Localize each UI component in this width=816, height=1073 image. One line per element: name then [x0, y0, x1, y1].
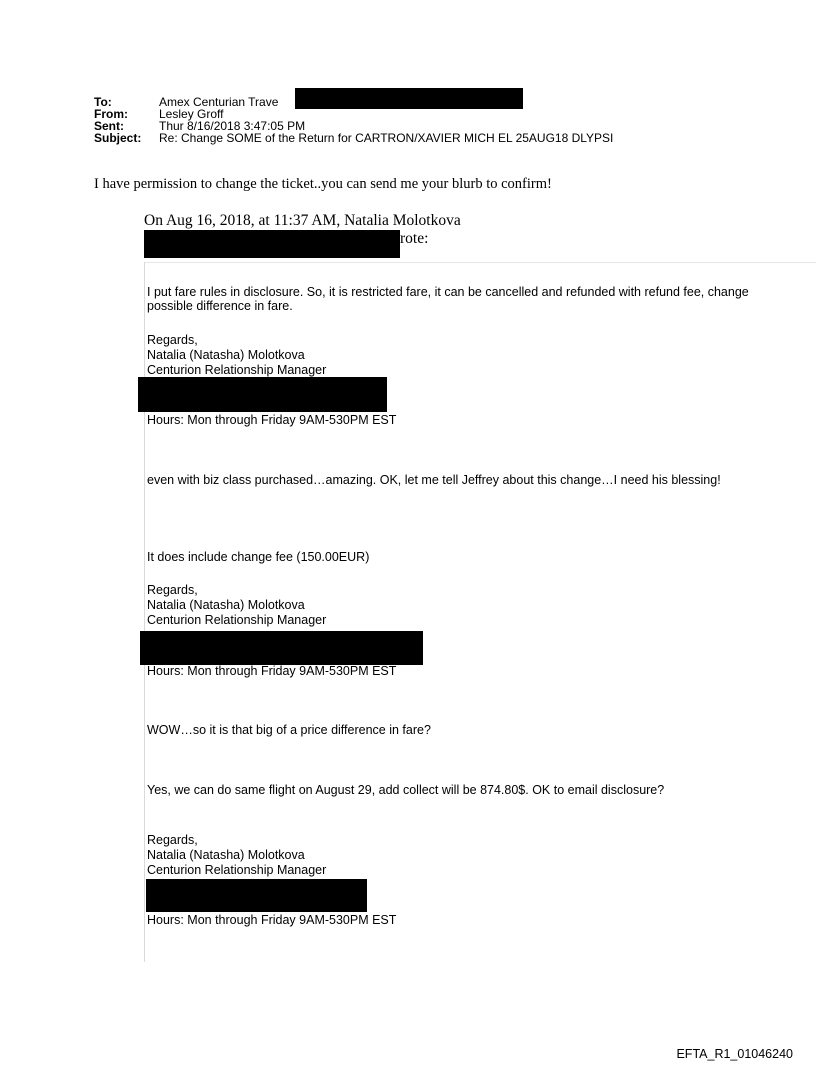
para1-line1: I put fare rules in disclosure. So, it is restricted fare, it can be cancelled and refunded with refund fee, change — [147, 285, 749, 299]
message-4: WOW…so it is that big of a price difference in fare? — [147, 723, 431, 737]
sig1-title: Centurion Relationship Manager — [147, 363, 327, 377]
reply-text: I have permission to change the ticket..you can send me your blurb to confirm! — [94, 176, 552, 192]
quote-intro: On Aug 16, 2018, at 11:37 AM, Natalia Molotkova — [144, 212, 461, 229]
redaction-sender-email — [144, 230, 400, 258]
sent-value: Thur 8/16/2018 3:47:05 PM — [159, 119, 306, 133]
sig3-hours: Hours: Mon through Friday 9AM-530PM EST — [147, 913, 397, 927]
redaction-sig1-contact — [138, 377, 387, 412]
quote-top-rule — [144, 262, 816, 263]
para1-line2: possible difference in fare. — [147, 299, 293, 313]
sig1-name: Natalia (Natasha) Molotkova — [147, 348, 305, 362]
from-label: From: — [94, 107, 128, 121]
sig2-title: Centurion Relationship Manager — [147, 613, 327, 627]
sig1-regards: Regards, — [147, 333, 198, 347]
sent-label: Sent: — [94, 119, 124, 133]
quote-wrote: rote: — [400, 230, 429, 247]
message-3: It does include change fee (150.00EUR) — [147, 550, 370, 564]
sig2-hours: Hours: Mon through Friday 9AM-530PM EST — [147, 664, 397, 678]
to-value: Amex Centurian Trave — [159, 95, 279, 109]
redaction-sig2-contact — [140, 631, 423, 665]
sig2-regards: Regards, — [147, 583, 198, 597]
to-label: To: — [94, 95, 112, 109]
sig3-name: Natalia (Natasha) Molotkova — [147, 848, 305, 862]
sig3-regards: Regards, — [147, 833, 198, 847]
quote-left-border — [144, 262, 145, 962]
sig2-name: Natalia (Natasha) Molotkova — [147, 598, 305, 612]
subject-value: Re: Change SOME of the Return for CARTRON/XAVIER MICH EL 25AUG18 DLYPSI — [159, 131, 614, 145]
sig3-title: Centurion Relationship Manager — [147, 863, 327, 877]
document-id: EFTA_R1_01046240 — [676, 1047, 793, 1061]
message-5: Yes, we can do same flight on August 29, add collect will be 874.80$. OK to email disclosure? — [147, 783, 665, 797]
redaction-to-address — [295, 88, 523, 109]
sig1-hours: Hours: Mon through Friday 9AM-530PM EST — [147, 413, 397, 427]
redaction-sig3-contact — [146, 879, 367, 912]
message-2: even with biz class purchased…amazing. OK, let me tell Jeffrey about this change…I need his blessing! — [147, 473, 721, 487]
from-value: Lesley Groff — [159, 107, 224, 121]
subject-label: Subject: — [94, 131, 142, 145]
